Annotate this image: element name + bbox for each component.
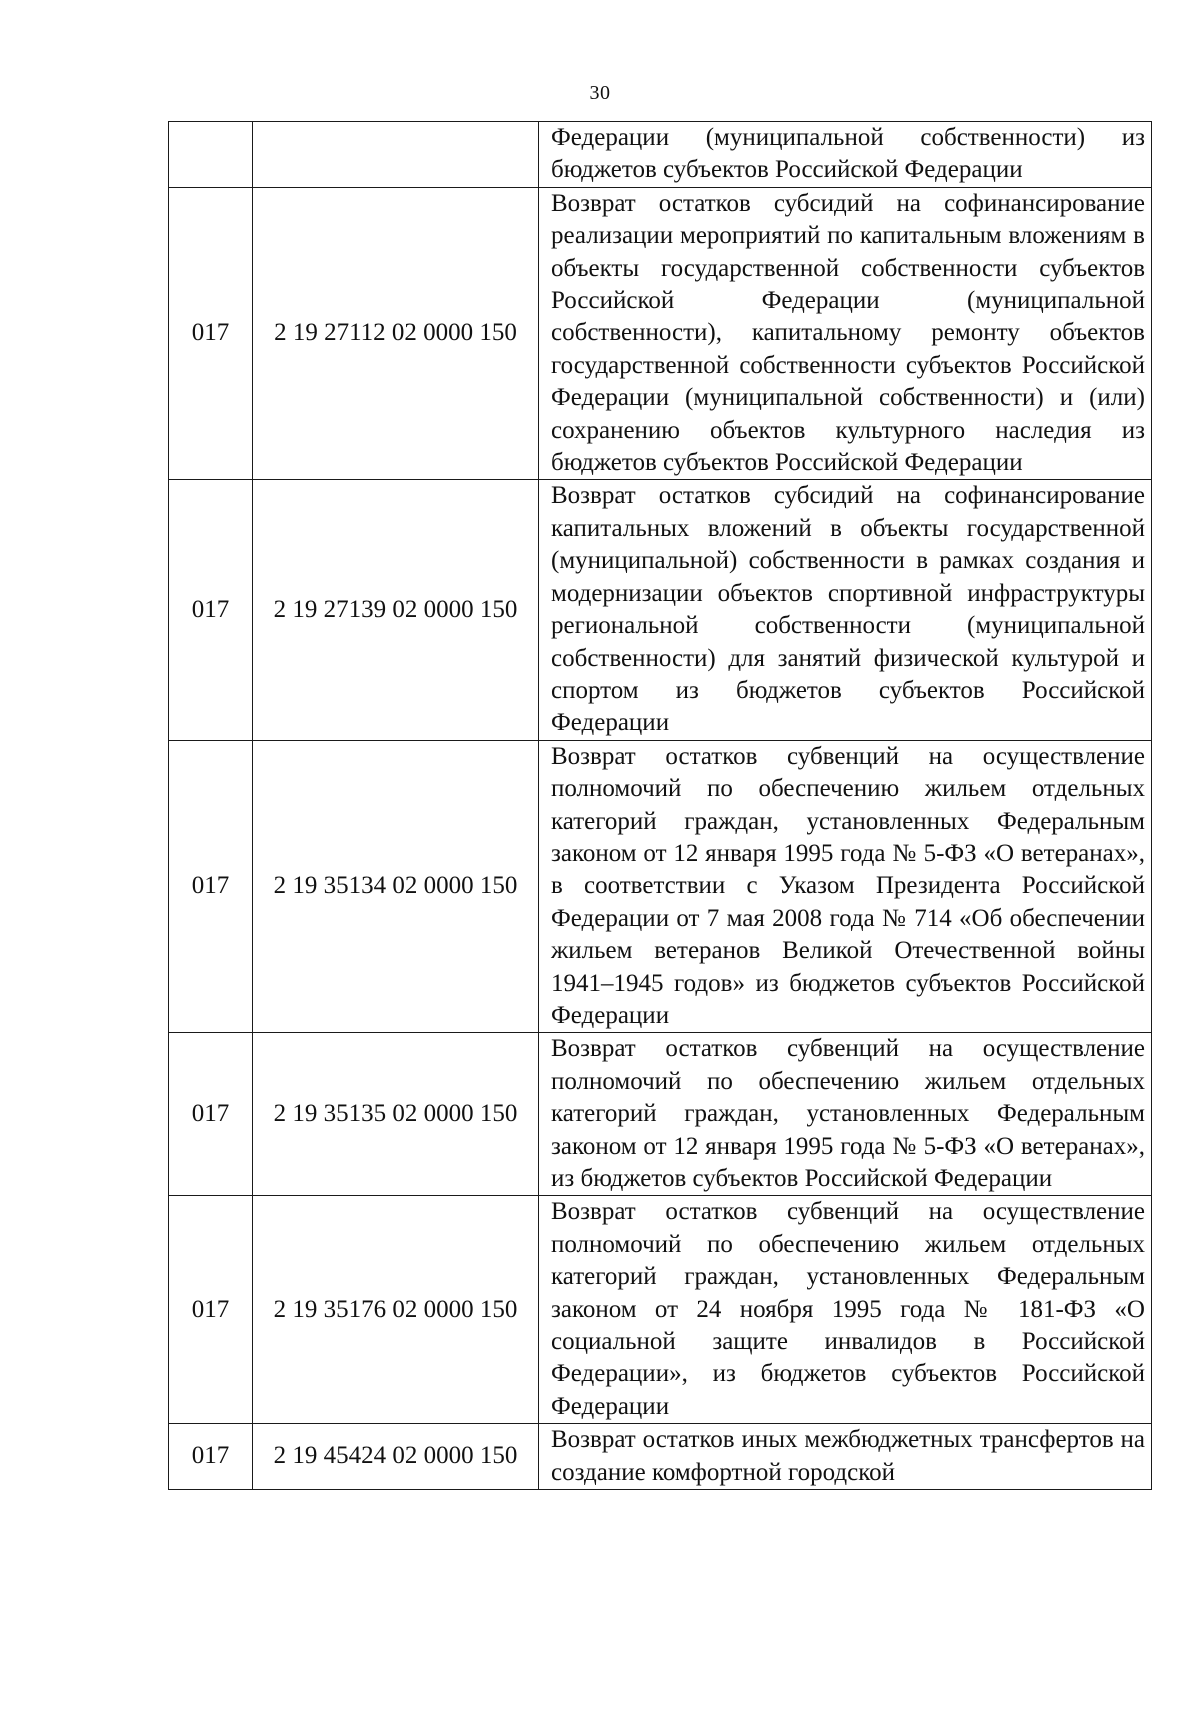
income-name-cell: Федерации (муниципальной собственности) из бюджетов субъектов Российской Федерации [539, 122, 1152, 188]
table-row [169, 1424, 1152, 1490]
admin-code-cell: 017 [169, 1196, 253, 1424]
budget-code-cell: 2 19 27112 02 0000 150 [253, 187, 539, 480]
admin-code-cell: 017 [169, 740, 253, 1033]
table-row [169, 122, 1152, 188]
budget-code-cell: 2 19 45424 02 0000 150 [253, 1424, 539, 1490]
income-name-cell: Возврат остатков субвенций на осуществление полномочий по обеспечению жильем отдельных категорий граждан, установленных Федеральным законом от 12 января 1995 года № 5-ФЗ «О ветеранах», из бюджетов субъектов Российской Федерации [539, 1033, 1152, 1196]
table-row [169, 1196, 1152, 1424]
budget-code-cell: 2 19 27139 02 0000 150 [253, 480, 539, 740]
income-name-cell: Возврат остатков субсидий на софинансирование капитальных вложений в объекты государственной (муниципальной) собственности в рамках создания и модернизации объектов спортивной инфраструктуры региональной собственности (муниципальной собственности) для занятий физической культурой и спортом из бюджетов субъектов Российской Федерации [539, 480, 1152, 740]
admin-code-cell: 017 [169, 1424, 253, 1490]
table-row [169, 480, 1152, 740]
budget-code-cell: 2 19 35176 02 0000 150 [253, 1196, 539, 1424]
admin-code-cell: 017 [169, 1033, 253, 1196]
table-row [169, 1033, 1152, 1196]
budget-code-cell: 2 19 35134 02 0000 150 [253, 740, 539, 1033]
page-number: 30 [589, 82, 611, 104]
budget-classification-table [168, 121, 1152, 1490]
admin-code-cell: 017 [169, 480, 253, 740]
admin-code-cell: 017 [169, 187, 253, 480]
income-name-cell: Возврат остатков субвенций на осуществление полномочий по обеспечению жильем отдельных категорий граждан, установленных Федеральным законом от 12 января 1995 года № 5-ФЗ «О ветеранах», в соответствии с Указом Президента Российской Федерации от 7 мая 2008 года № 714 «Об обеспечении жильем ветеранов Великой Отечественной войны 1941–1945 годов» из бюджетов субъектов Российской Федерации [539, 740, 1152, 1033]
income-name-cell: Возврат остатков субвенций на осуществление полномочий по обеспечению жильем отдельных категорий граждан, установленных Федеральным законом от 24 ноября 1995 года № 181-ФЗ «О социальной защите инвалидов в Российской Федерации», из бюджетов субъектов Российской Федерации [539, 1196, 1152, 1424]
budget-code-cell: 2 19 35135 02 0000 150 [253, 1033, 539, 1196]
budget-code-cell [253, 122, 539, 188]
income-name-cell: Возврат остатков иных межбюджетных трансфертов на создание комфортной городской [539, 1424, 1152, 1490]
table-row [169, 187, 1152, 480]
income-name-cell: Возврат остатков субсидий на софинансирование реализации мероприятий по капитальным вложениям в объекты государственной собственности субъектов Российской Федерации (муниципальной собственности), капитальному ремонту объектов государственной собственности субъектов Российской Федерации (муниципальной собственности) и (или) сохранению объектов культурного наследия из бюджетов субъектов Российской Федерации [539, 187, 1152, 480]
admin-code-cell [169, 122, 253, 188]
table-row [169, 740, 1152, 1033]
